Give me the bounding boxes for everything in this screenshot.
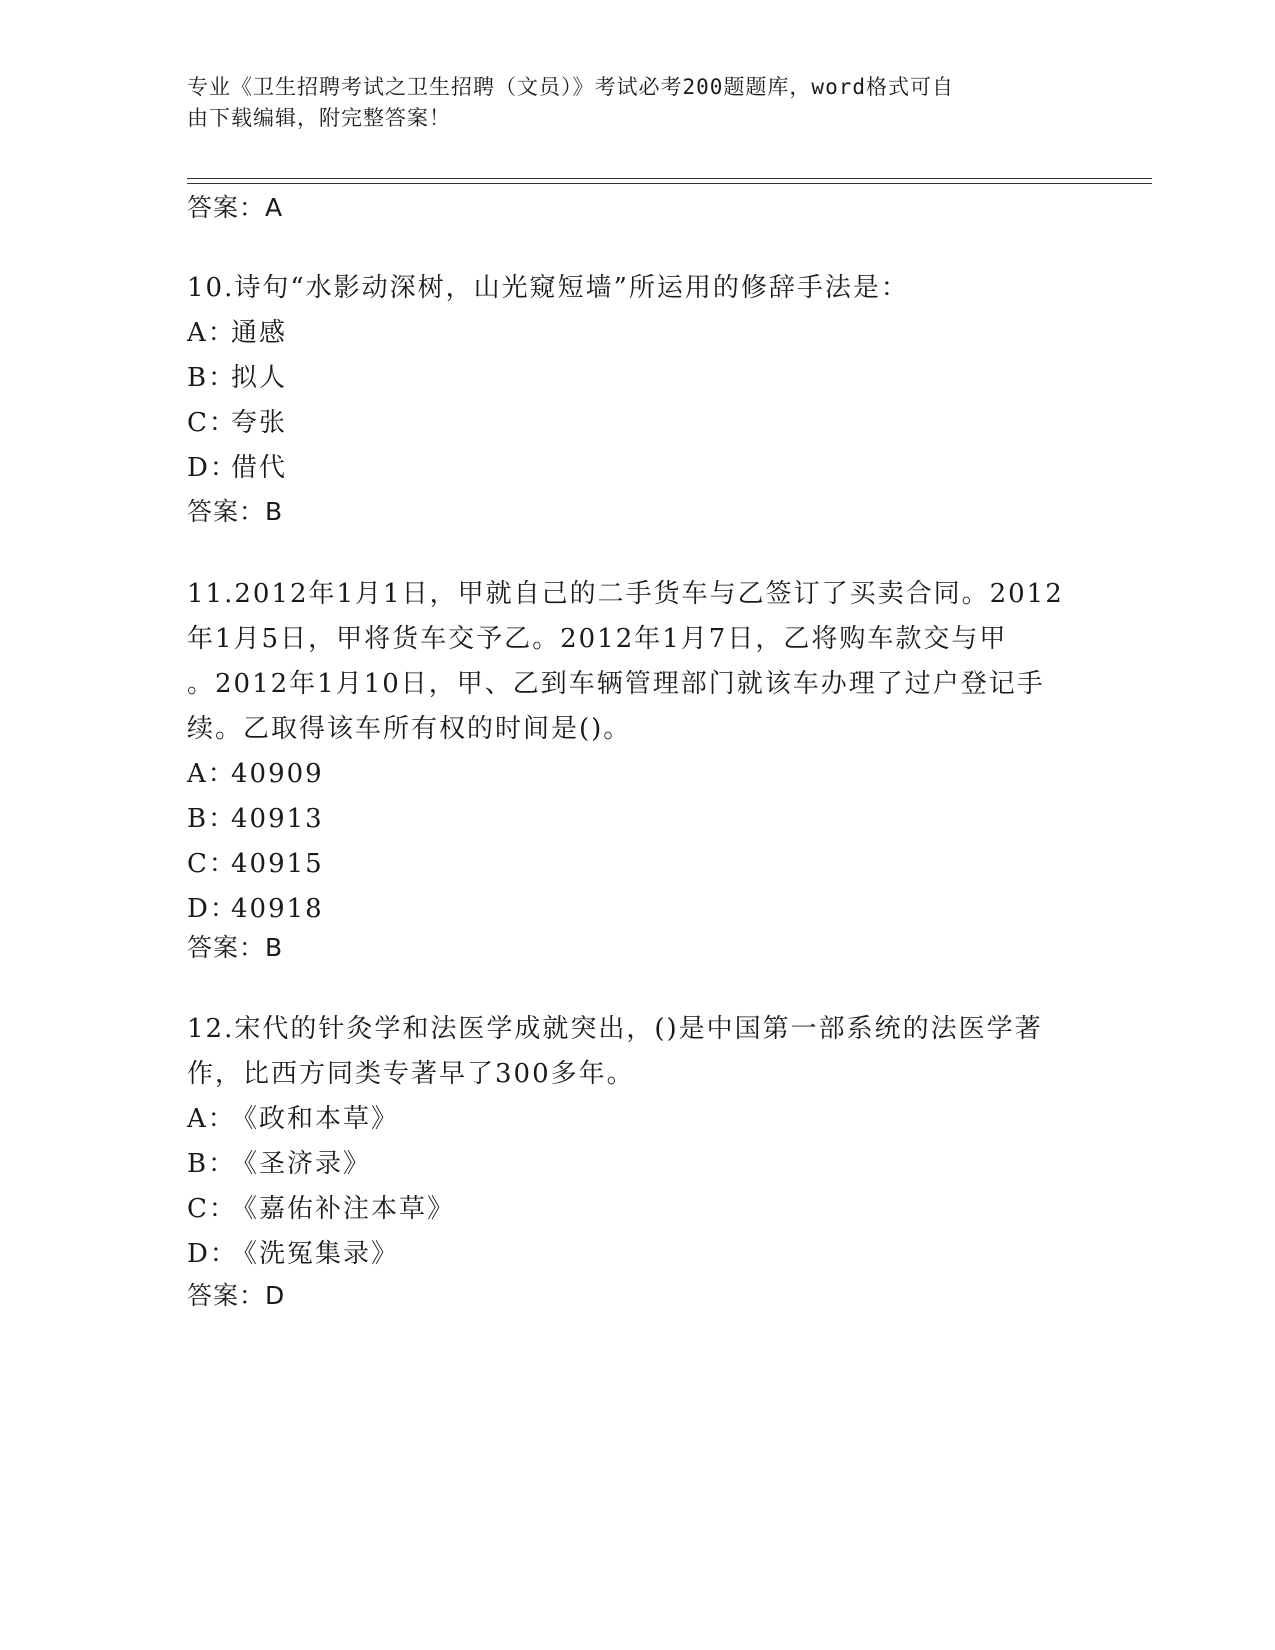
option-text: 通感	[231, 318, 288, 348]
question-text-line: 年1月5日，甲将货车交予乙。2012年1月7日，乙将购车款交与甲	[187, 624, 1008, 654]
document-header	[187, 72, 1067, 134]
question-12	[187, 1007, 1087, 1277]
option-c	[187, 1187, 1087, 1232]
option-d	[187, 446, 1087, 491]
option-key: D：	[187, 453, 238, 483]
option-text: 《洗冤集录》	[231, 1239, 400, 1269]
answer-value: D	[265, 1281, 286, 1310]
option-text: 40915	[231, 849, 324, 879]
answer-label: 答案：	[187, 933, 266, 962]
header-line-1: 专业《卫生招聘考试之卫生招聘（文员）》考试必考200题题库，word格式可自	[187, 75, 954, 99]
answer-value: B	[265, 933, 284, 962]
option-c	[187, 842, 1087, 887]
question-text-line: 12.宋代的针灸学和法医学成就突出，()是中国第一部系统的法医学著	[187, 1014, 1043, 1044]
option-key: D：	[187, 894, 238, 924]
option-text: 《圣济录》	[231, 1149, 372, 1179]
option-c	[187, 401, 1087, 446]
option-text: 40913	[231, 804, 324, 834]
option-text: 《政和本草》	[231, 1104, 400, 1134]
answer-11	[187, 932, 1087, 964]
option-key: A：	[187, 1104, 236, 1134]
option-key: C：	[187, 1194, 237, 1224]
question-10	[187, 266, 1087, 491]
option-a	[187, 752, 1087, 797]
option-a	[187, 1097, 1087, 1142]
question-text-line: 。2012年1月10日，甲、乙到车辆管理部门就该车办理了过户登记手	[187, 669, 1045, 699]
option-text: 借代	[231, 453, 288, 483]
option-key: B：	[187, 804, 237, 834]
option-key: A：	[187, 318, 236, 348]
header-divider-bottom	[187, 183, 1152, 184]
option-key: D：	[187, 1239, 238, 1269]
option-key: C：	[187, 849, 237, 879]
option-b	[187, 797, 1087, 842]
question-text: 10.诗句“水影动深树，山光窥短墙”所运用的修辞手法是：	[187, 273, 909, 303]
question-text-line: 11.2012年1月1日，甲就自己的二手货车与乙签订了买卖合同。2012	[187, 579, 1064, 609]
question-11	[187, 572, 1087, 932]
answer-label: 答案：	[187, 193, 266, 222]
option-text: 夸张	[231, 408, 288, 438]
option-d	[187, 1232, 1087, 1277]
answer-value: A	[265, 193, 284, 222]
option-key: A：	[187, 759, 236, 789]
answer-10	[187, 496, 1087, 528]
answer-label: 答案：	[187, 1281, 266, 1310]
option-text: 40918	[231, 894, 324, 924]
option-b	[187, 1142, 1087, 1187]
option-text: 40909	[231, 759, 324, 789]
header-line-2: 由下载编辑，附完整答案！	[187, 106, 451, 130]
answer-label: 答案：	[187, 497, 266, 526]
option-b	[187, 356, 1087, 401]
option-d	[187, 887, 1087, 932]
answer-12	[187, 1280, 1087, 1312]
option-key: B：	[187, 363, 237, 393]
option-text: 《嘉佑补注本草》	[231, 1194, 456, 1224]
question-text-line: 续。乙取得该车所有权的时间是()。	[187, 714, 632, 744]
option-key: C：	[187, 408, 237, 438]
header-divider-top	[187, 178, 1152, 179]
option-key: B：	[187, 1149, 237, 1179]
option-text: 拟人	[231, 363, 288, 393]
option-a	[187, 311, 1087, 356]
question-text-line: 作，比西方同类专著早了300多年。	[187, 1059, 635, 1089]
answer-value: B	[265, 497, 284, 526]
answer-prev	[187, 192, 1087, 224]
